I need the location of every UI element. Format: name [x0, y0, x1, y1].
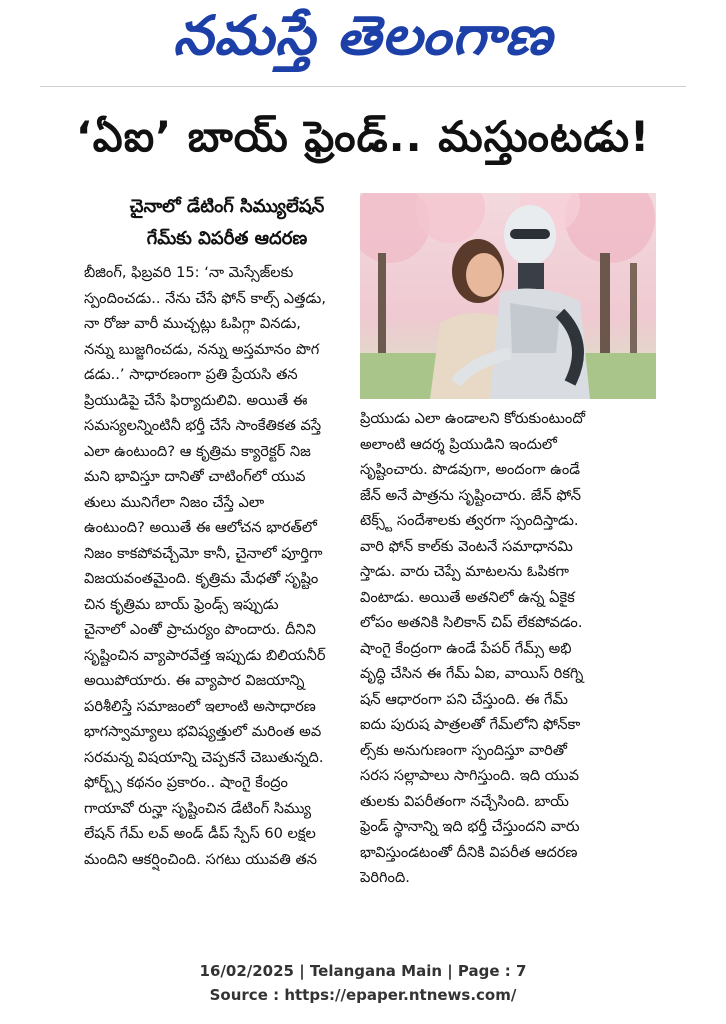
article-line: సరస సల్లాపాలు సాగిస్తుంది. ఇది యువ: [360, 767, 579, 784]
article-photo: [360, 193, 656, 399]
article-line: పరిశీలిస్తే సమాజంలో ఇలాంటి అసాధారణ: [84, 697, 316, 715]
article-line: నన్ను బుజ్జగించడు, నన్ను అస్తమానం పొగ: [84, 340, 320, 358]
article-line: షాంగై కేంద్రంగా ఉండే పేపర్ గేమ్స్ అభి: [360, 639, 572, 657]
article-line: ఐదు పురుష పాత్రలతో గేమ్‌లోని ఫోన్‌కా: [360, 716, 581, 733]
article-column-2: [360, 406, 660, 891]
article-line: జేన్ అనే పాత్రను సృష్టించారు. జేన్ ఫోన్: [360, 486, 581, 504]
article-line: స్పందించడు.. నేను చేసే ఫోన్ కాల్స్ ఎత్తడు,: [84, 289, 326, 307]
article-line: ప్రియుడిపై చేసే ఫిర్యాదులివి. అయితే ఈ: [84, 391, 308, 409]
article-line: భావిస్తుండటంతో దీనికి విపరీత ఆదరణ: [360, 843, 578, 861]
subheadline-line-2: గేమ్‌కు విపరీత ఆదరణ: [146, 228, 308, 249]
article-line: నిజం కాకపోవచ్చేమో కానీ, చైనాలో పూర్తిగా: [84, 544, 323, 562]
article-line: తులకు విపరీతంగా నచ్చేసింది. బాయ్: [360, 792, 569, 810]
masthead-divider: [40, 86, 686, 87]
article-line: సృష్టించిన వ్యాపారవేత్త ఇప్పుడు బిలియనీర్: [84, 646, 326, 664]
article-headline: ‘ఏఐ’ బాయ్ ఫ్రెండ్.. మస్తుంటడు!: [75, 112, 651, 161]
subheadline-line-1: చైనాలో డేటింగ్ సిమ్యులేషన్: [129, 196, 325, 217]
article-line: డడు..’ సాధారణంగా ప్రతి ప్రేయసి తన: [84, 366, 298, 383]
masthead: [0, 0, 726, 84]
article-line: సరమన్న విషయాన్ని చెప్పకనే చెబుతున్నది.: [84, 748, 324, 766]
footer-source: Source : https://epaper.ntnews.com/: [209, 986, 517, 1004]
article-line: షన్ ఆధారంగా పని చేస్తుంది. ఈ గేమ్: [360, 690, 568, 708]
article-line: వారి ఫోన్ కాల్‌కు వెంటనే సమాధానమి: [360, 537, 573, 555]
article-line: ఫ్రెండ్ స్థానాన్ని ఇది భర్తీ చేస్తుందని వారు: [360, 818, 580, 835]
article-line: అయిపోయారు. ఈ వ్యాపార విజయాన్ని: [84, 672, 305, 689]
article-line: వృద్ధి చేసిన ఈ గేమ్ ఏఐ, వాయిస్ రికగ్ని: [360, 665, 584, 682]
article-line: పెరిగింది.: [360, 869, 410, 886]
article-line: ల్స్‌కు అనుగుణంగా స్పందిస్తూ వారితో: [360, 741, 568, 759]
article-line: స్తాడు. వారు చెప్పే మాటలను ఓపికగా: [360, 563, 569, 580]
article-line: అలాంటి ఆదర్శ ప్రియుడిని ఇందులో: [360, 435, 557, 453]
masthead-title: నమస్తే తెలంగాణ: [173, 3, 553, 67]
article-line: సృష్టించారు. పొడవుగా, అందంగా ఉండే: [360, 461, 581, 478]
article-line: చిన కృత్రిమ బాయ్ ఫ్రెండ్స్ ఇప్పుడు: [84, 595, 279, 613]
article-line: విజయవంతమైంది. కృత్రిమ మేధతో సృష్టిం: [84, 570, 319, 587]
article-line: భాగస్వామ్యాలు భవిష్యత్తులో మరింత అవ: [84, 723, 322, 740]
article-line: వింటాడు. అయితే అతనిలో ఉన్న ఏకైక: [360, 588, 575, 606]
article-line: గాయావో రున్హా సృష్టించిన డేటింగ్ సిమ్యు: [84, 799, 311, 817]
article-line: ఫోర్బ్స్ కథనం ప్రకారం.. షాంగై కేంద్రం: [84, 774, 288, 791]
article-line: బీజింగ్, ఫిబ్రవరి 15: ‘నా మెస్సేజ్‌లకు: [84, 264, 294, 281]
article-column-1: [84, 260, 352, 872]
article-line: ఉంటుంది? అయితే ఈ ఆలోచన భారత్‌లో: [84, 519, 317, 536]
article-line: సమస్యలన్నింటినీ భర్తీ చేసే సాంకేతికత వస్తే: [84, 417, 322, 434]
article-line: నా రోజు వారీ ముచ్చట్లు ఓపిగ్గా వినడు,: [84, 315, 301, 332]
article-line: చైనాలో ఎంతో ప్రాచుర్యం పొందారు. దీనిని: [84, 621, 316, 638]
article-line: మందిని ఆకర్షించింది. సగటు యువతి తన: [84, 850, 318, 868]
article-line: ఎలా ఉంటుంది? ఆ కృత్రిమ క్యారెక్టర్ నిజ: [84, 442, 311, 460]
article-line: లోపం అతనికి సిలికాన్ చిప్ లేకపోవడం.: [360, 614, 583, 631]
footer-date-edition: 16/02/2025 | Telangana Main | Page : 7: [199, 962, 527, 980]
article-line: టెక్స్ట్ సందేశాలకు త్వరగా స్పందిస్తాడు.: [360, 512, 579, 529]
article-line: లేషన్ గేమ్ లవ్ అండ్ డీప్ స్పేస్ 60 లక్షల: [84, 825, 316, 842]
article-line: ప్రియుడు ఎలా ఉండాలని కోరుకుంటుందో: [360, 410, 586, 427]
article-line: మని భావిస్తూ దానితో చాటింగ్‌లో యువ: [84, 468, 306, 485]
article-line: తులు మునిగేలా నిజం చేస్తే ఎలా: [84, 493, 265, 511]
